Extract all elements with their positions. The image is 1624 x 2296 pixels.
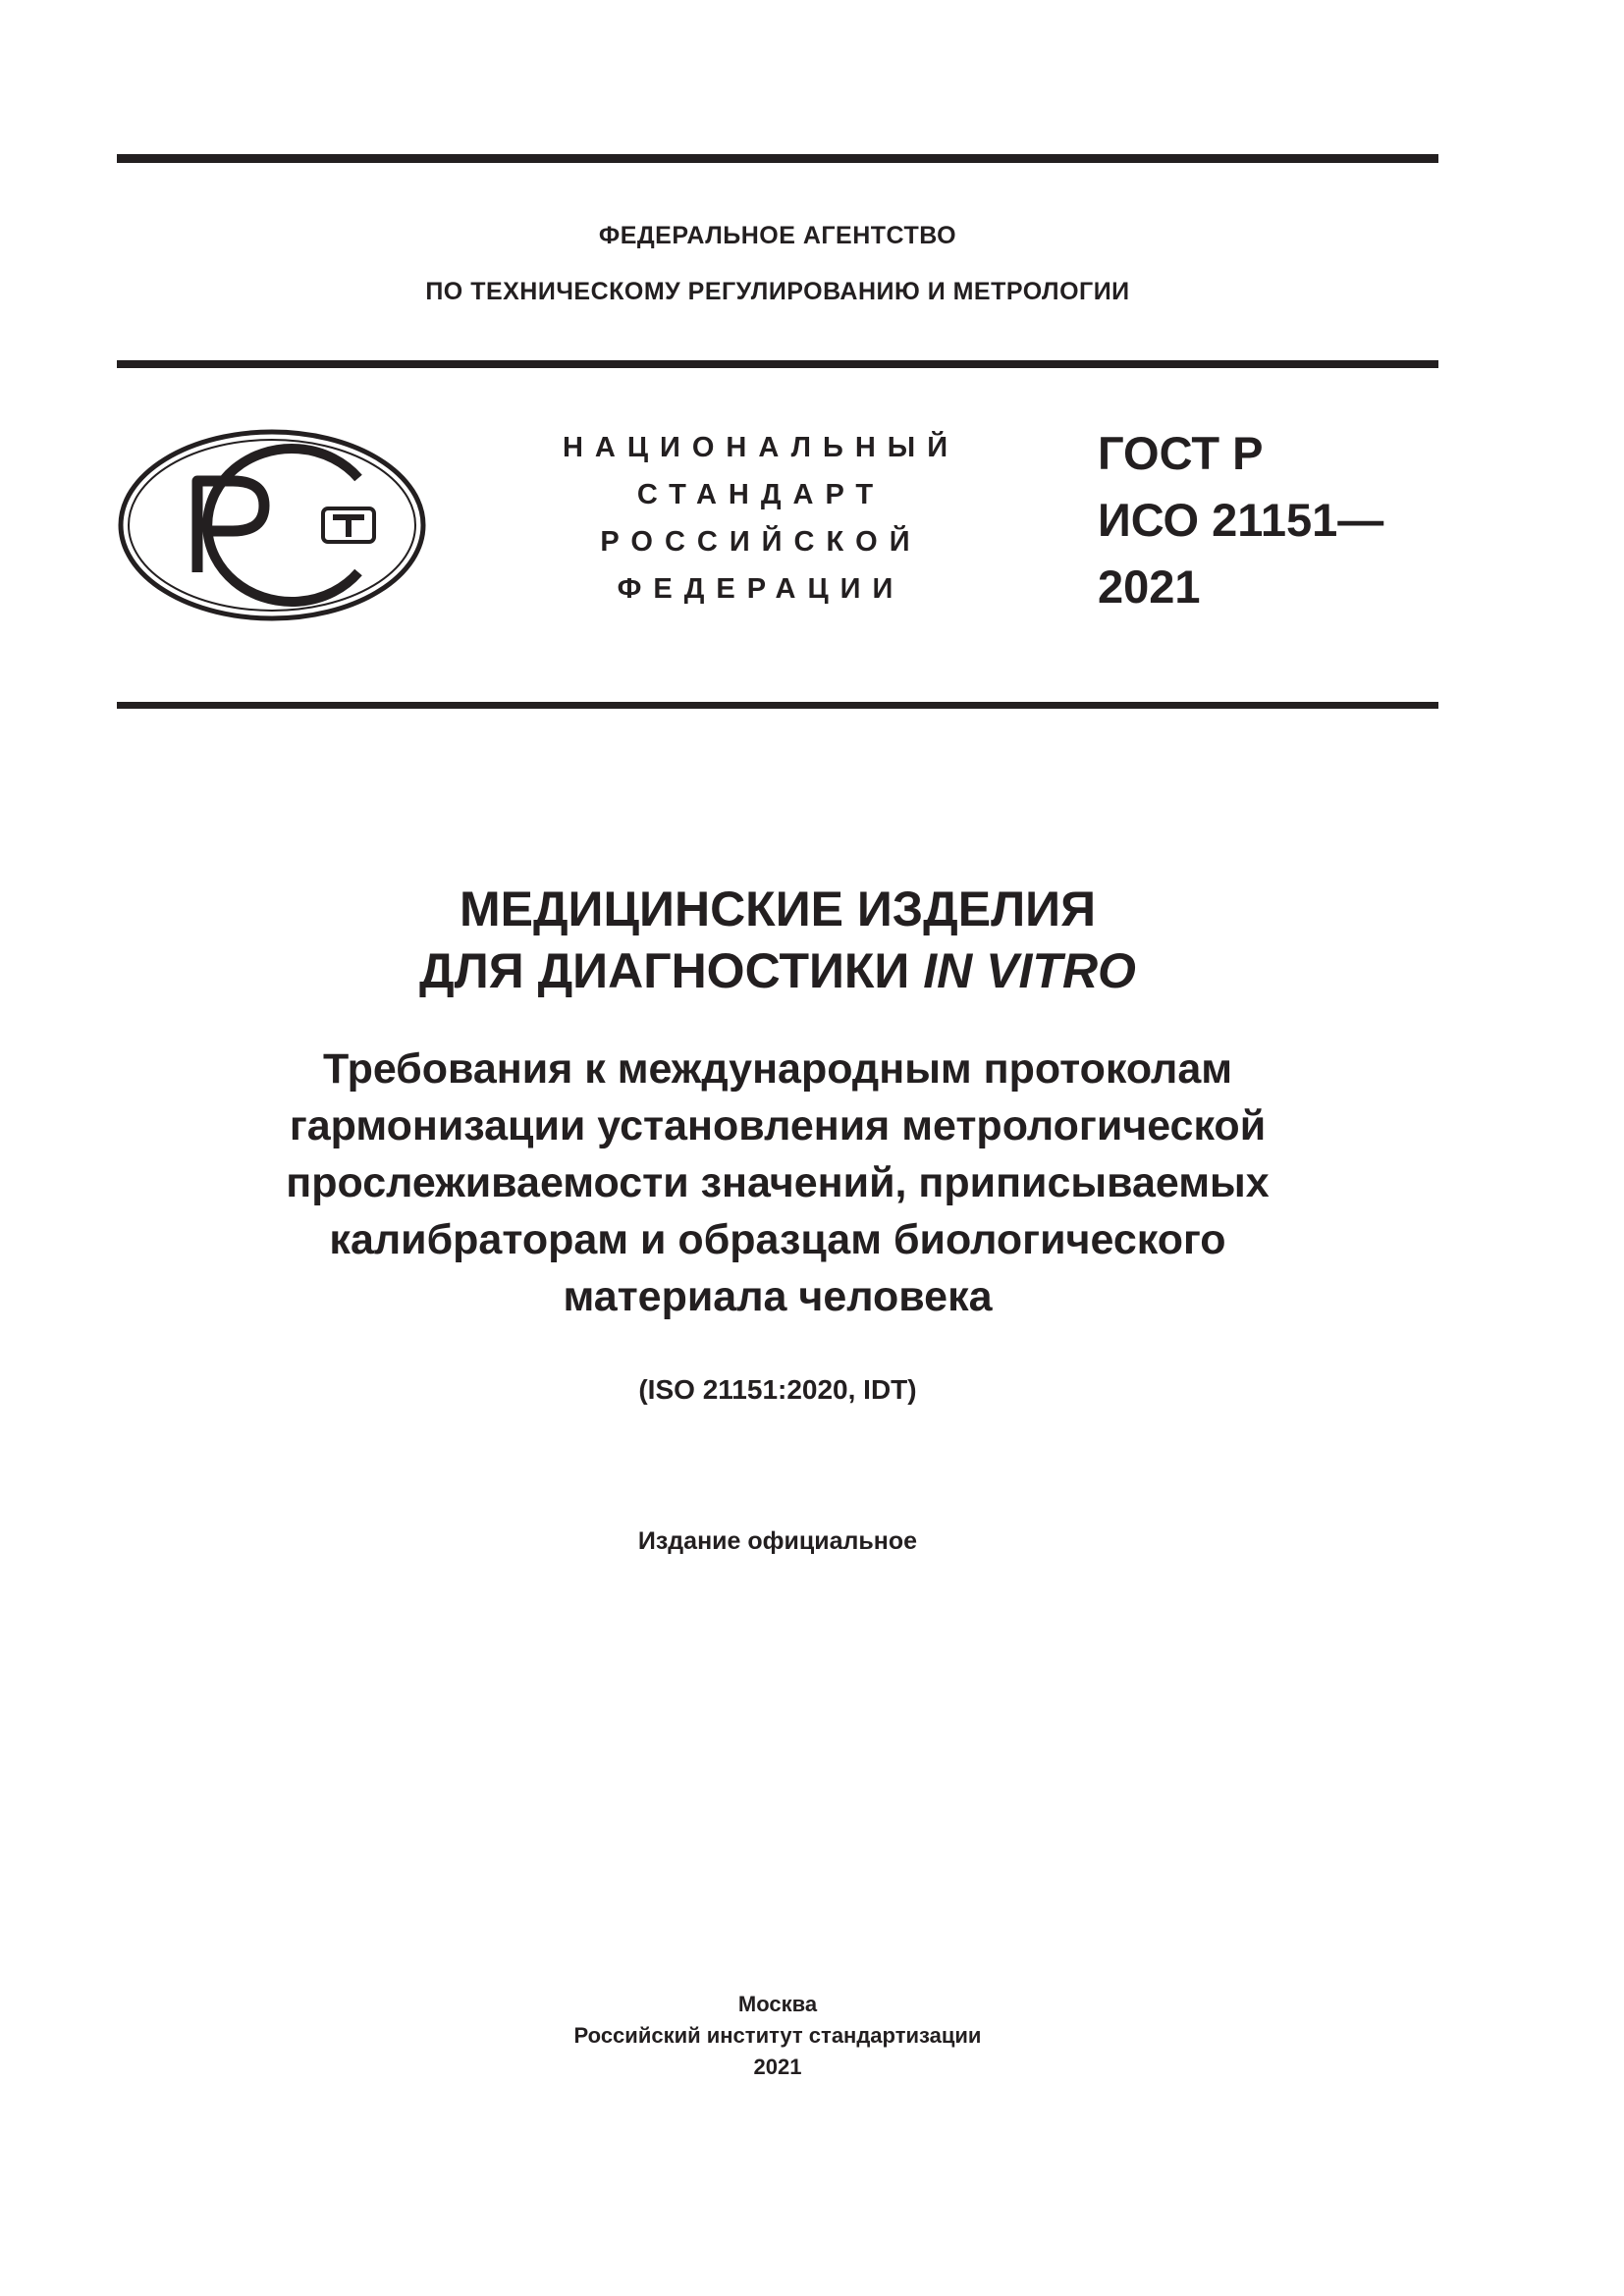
agency-name-line-1: ФЕДЕРАЛЬНОЕ АГЕНТСТВО [598, 222, 957, 249]
gost-r-emblem-icon [117, 427, 428, 623]
standard-designation [1098, 420, 1383, 620]
title-line-1: МЕДИЦИНСКИЕ ИЗДЕЛИЯ [459, 881, 1097, 936]
subtitle-line: прослеживаемости значений, приписываемых [286, 1159, 1270, 1206]
imprint [0, 1989, 1555, 2083]
designation-line: ГОСТ Р [1098, 427, 1264, 479]
national-standard-line: РОССИЙСКОЙ [600, 526, 922, 558]
edition-label: Издание официальное [637, 1527, 918, 1555]
designation-line: ИСО 21151— [1098, 494, 1384, 546]
title-line-2-italic: IN VITRO [923, 943, 1136, 998]
subtitle-line: Требования к международным протоколам [322, 1045, 1233, 1093]
subtitle-line: материала человека [563, 1273, 993, 1320]
subtitle-line: калибраторам и образцам биологического [329, 1216, 1226, 1263]
national-standard-line: ФЕДЕРАЦИИ [617, 573, 905, 605]
national-standard-line: СТАНДАРТ [636, 479, 886, 510]
national-standard-label [535, 424, 987, 613]
bottom-rule [117, 702, 1438, 709]
iso-reference: (ISO 21151:2020, IDT) [638, 1374, 917, 1405]
top-rule [117, 154, 1438, 163]
imprint-year: 2021 [753, 2055, 802, 2079]
national-standard-line: НАЦИОНАЛЬНЫЙ [562, 432, 960, 463]
title-line-2-prefix: ДЛЯ ДИАГНОСТИКИ [419, 943, 924, 998]
document-title [0, 879, 1555, 1002]
document-subtitle [0, 1041, 1555, 1325]
designation-line: 2021 [1098, 561, 1201, 613]
imprint-city: Москва [737, 1992, 818, 2016]
subtitle-line: гармонизации установления метрологической [289, 1102, 1267, 1149]
imprint-publisher: Российский институт стандартизации [573, 2023, 982, 2048]
agency-name-line-2: ПО ТЕХНИЧЕСКОМУ РЕГУЛИРОВАНИЮ И МЕТРОЛОГИИ [425, 278, 1130, 305]
title-line-2 [0, 940, 1555, 1002]
middle-rule [117, 360, 1438, 368]
